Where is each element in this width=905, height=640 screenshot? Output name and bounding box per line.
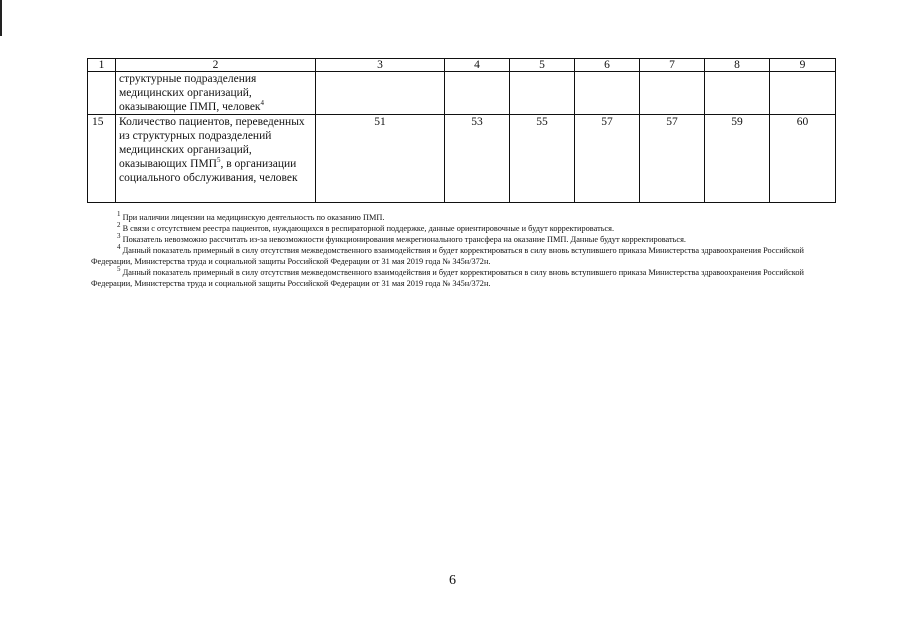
header-cell: 2: [116, 59, 316, 72]
row-label-text: Количество пациентов, переведенных из структурных подразделений медицинских организаций, оказывающих ПМП: [119, 116, 305, 170]
table-row: [88, 72, 836, 115]
footnote-text: При наличии лицензии на медицинскую деятельность по оказанию ПМП.: [120, 213, 385, 222]
value-cell: [445, 72, 510, 115]
value-cell: [770, 72, 836, 115]
footnote: [91, 212, 804, 223]
footnote: [91, 267, 804, 289]
header-cell: 4: [445, 59, 510, 72]
indicators-table: [87, 58, 836, 203]
value-cell: 57: [575, 115, 640, 203]
footnote-ref: 5: [216, 156, 221, 165]
header-cell: 5: [510, 59, 575, 72]
value-cell: [705, 72, 770, 115]
table-header-row: [88, 59, 836, 72]
value-cell: [575, 72, 640, 115]
footnote-mark: 1: [117, 210, 121, 219]
value-cell: 51: [316, 115, 445, 203]
value-cell: 55: [510, 115, 575, 203]
page-number: 6: [449, 573, 456, 588]
value-cell: 53: [445, 115, 510, 203]
footnote-mark: 4: [117, 243, 121, 252]
row-label: [116, 115, 316, 203]
footnote: [91, 245, 804, 267]
value-cell: [316, 72, 445, 115]
footnote: [91, 223, 804, 234]
footnote: [91, 234, 804, 245]
footnote-mark: 2: [117, 221, 121, 230]
footnote-text: Данный показатель примерный в силу отсутствия межведомственного взаимодействия и будет корректироваться в силу вновь вступившего приказа Министерства здравоохранения Российской Федерации, Министерства труда и социальной защиты Российской Федерации от 31 мая 2019 года № 345н/372н.: [91, 268, 804, 288]
header-cell: 8: [705, 59, 770, 72]
value-cell: [640, 72, 705, 115]
value-cell: 57: [640, 115, 705, 203]
header-cell: 6: [575, 59, 640, 72]
table-row: [88, 115, 836, 203]
value-cell: 59: [705, 115, 770, 203]
header-cell: 3: [316, 59, 445, 72]
header-cell: 9: [770, 59, 836, 72]
row-label-text: , в организации социального обслуживания, человек: [119, 158, 298, 184]
footnote-mark: 5: [117, 265, 121, 274]
value-cell: 60: [770, 115, 836, 203]
footnote-text: Показатель невозможно рассчитать из-за невозможности функционирования межрегионального трансфера на оказание ПМП. Данные будут корректироваться.: [120, 235, 686, 244]
row-number: 15: [88, 115, 116, 203]
header-cell: 7: [640, 59, 705, 72]
footnote-text: В связи с отсутствием реестра пациентов, нуждающихся в респираторной поддержке, данные ориентировочные и будут корректироваться.: [120, 224, 615, 233]
row-label: [116, 72, 316, 115]
footnotes: [91, 212, 804, 289]
header-cell: 1: [88, 59, 116, 72]
scan-edge-mark: [0, 0, 2, 36]
footnote-ref: 4: [260, 99, 265, 108]
footnote-mark: 3: [117, 232, 121, 241]
value-cell: [510, 72, 575, 115]
row-label-text: структурные подразделения медицинских организаций, оказывающие ПМП, человек: [119, 73, 261, 113]
row-number: [88, 72, 116, 115]
footnote-text: Данный показатель примерный в силу отсутствия межведомственного взаимодействия и будет корректироваться в силу вновь вступившего приказа Министерства здравоохранения Российской Федерации, Министерства труда и социальной защиты Российской Федерации от 31 мая 2019 года № 345н/372н.: [91, 246, 804, 266]
